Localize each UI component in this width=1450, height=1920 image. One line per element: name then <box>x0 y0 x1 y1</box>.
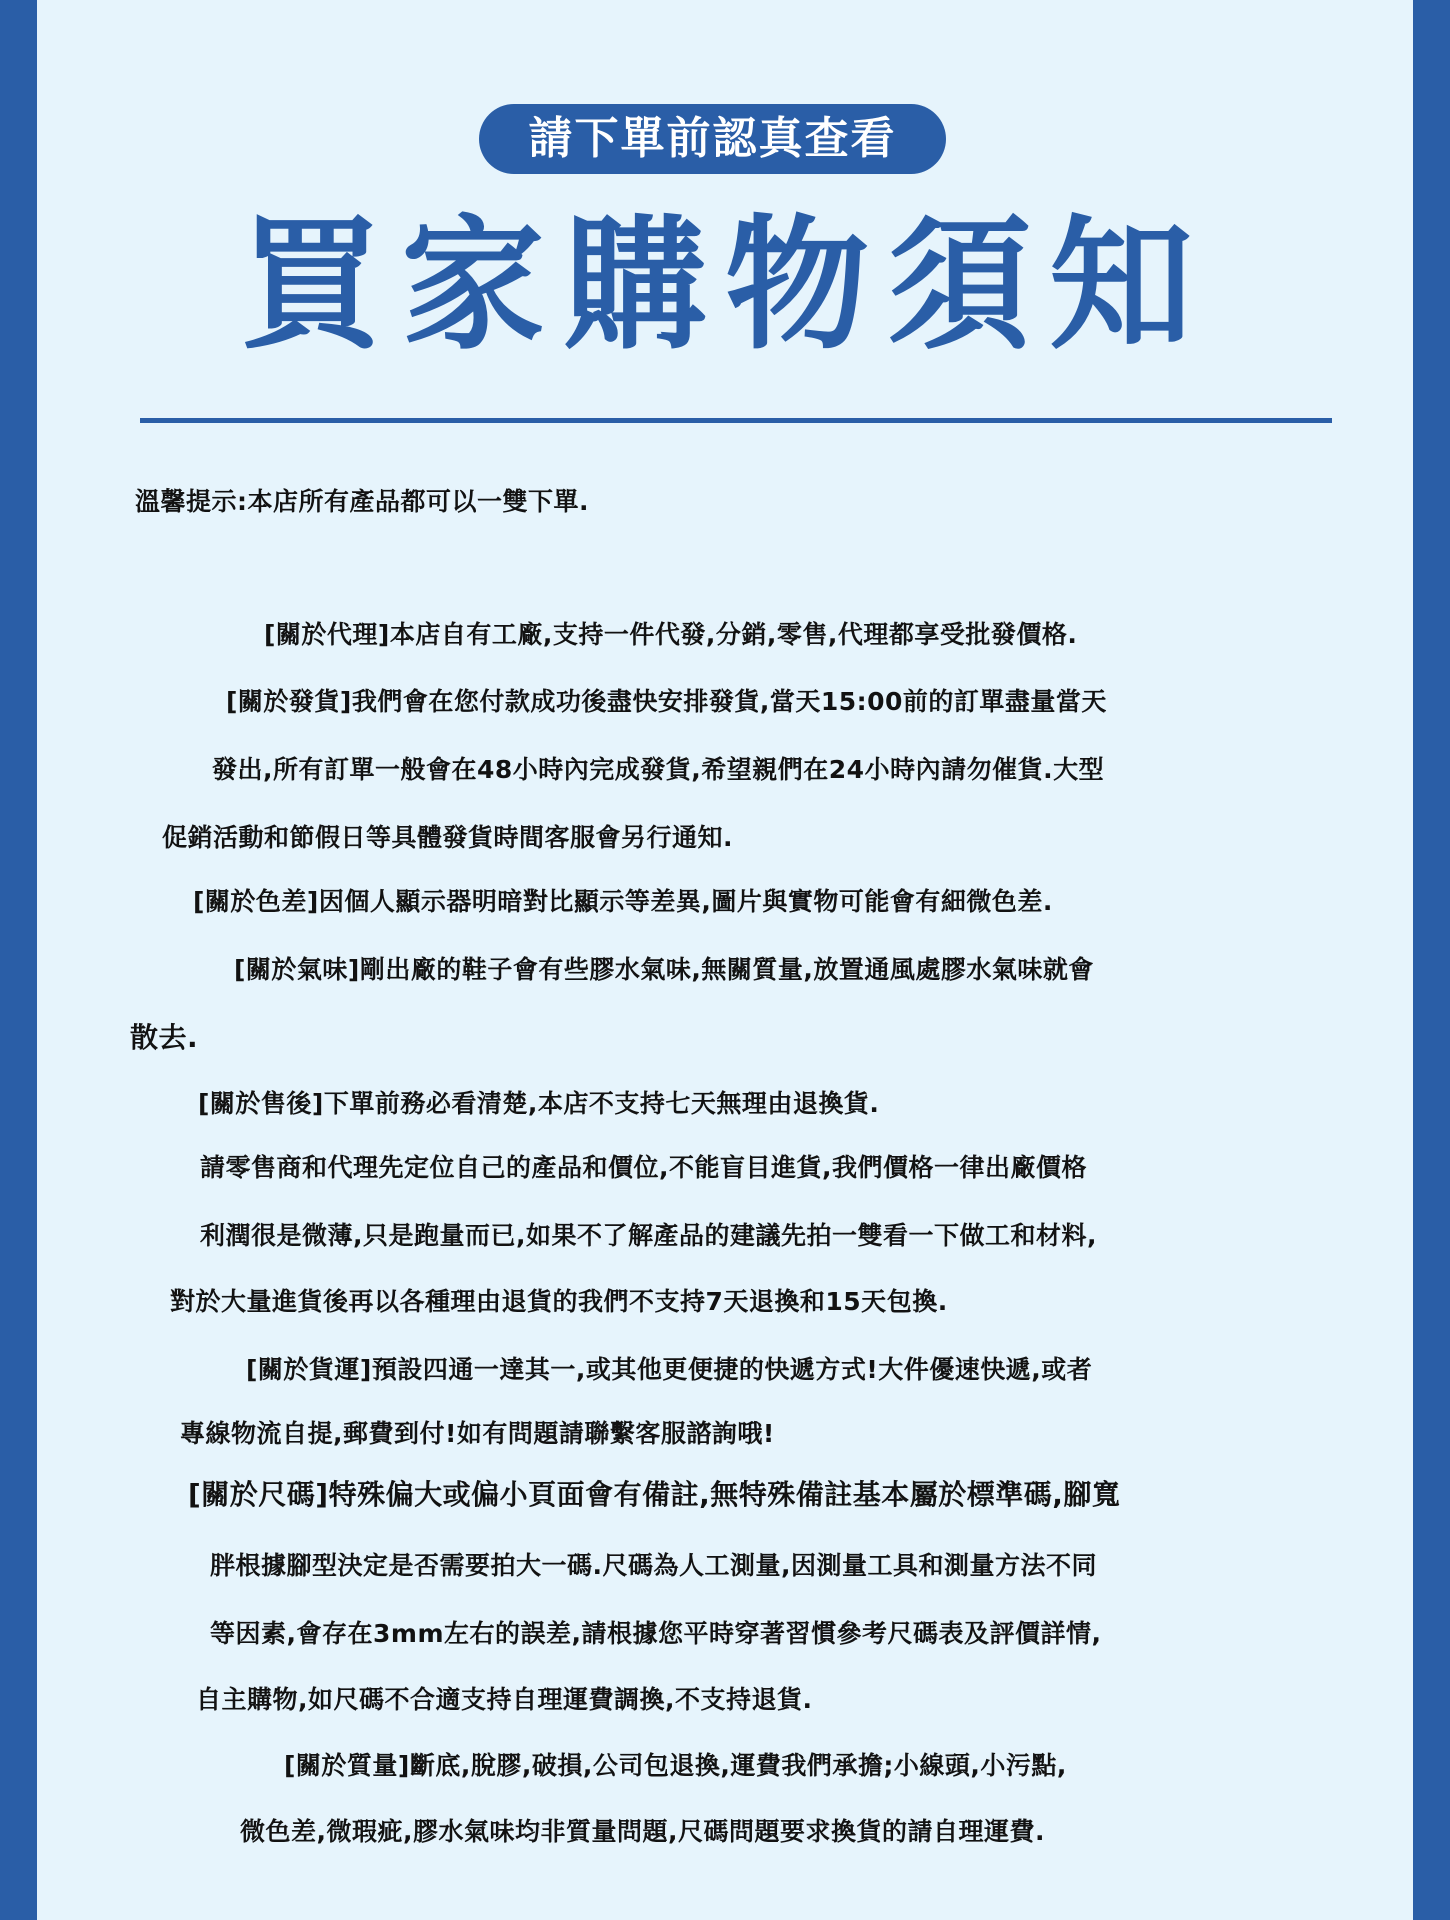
title-divider <box>140 418 1332 423</box>
freight-line-2: 專線物流自提,郵費到付!如有問題請聯繫客服諮詢哦! <box>180 1419 775 1448</box>
size-line-1: [關於尺碼]特殊偏大或偏小頁面會有備註,無特殊備註基本屬於標準碼,腳寬 <box>188 1478 1121 1511</box>
tip-line: 溫馨提示:本店所有產品都可以一雙下單. <box>135 487 589 516</box>
aftersale-line-3: 利潤很是微薄,只是跑量而已,如果不了解產品的建議先拍一雙看一下做工和材料, <box>200 1221 1097 1250</box>
page-title: 買家購物須知 <box>238 201 1211 369</box>
smell-line-1: [關於氣味]剛出廠的鞋子會有些膠水氣味,無關質量,放置通風處膠水氣味就會 <box>234 955 1094 984</box>
aftersale-line-2: 請零售商和代理先定位自己的產品和價位,不能盲目進貨,我們價格一律出廠價格 <box>200 1153 1087 1182</box>
smell-line-2: 散去. <box>130 1021 199 1054</box>
size-line-4: 自主購物,如尺碼不合適支持自理運費調換,不支持退貨. <box>196 1685 813 1714</box>
freight-line-1: [關於貨運]預設四通一達其一,或其他更便捷的快遞方式!大件優速快遞,或者 <box>246 1355 1093 1384</box>
color-line: [關於色差]因個人顯示器明暗對比顯示等差異,圖片與實物可能會有細微色差. <box>193 887 1053 916</box>
size-line-2: 胖根據腳型決定是否需要拍大一碼.尺碼為人工測量,因測量工具和測量方法不同 <box>210 1551 1097 1580</box>
shipping-line-1: [關於發貨]我們會在您付款成功後盡快安排發貨,當天15:00前的訂單盡量當天 <box>226 687 1107 716</box>
agency-line: [關於代理]本店自有工廠,支持一件代發,分銷,零售,代理都享受批發價格. <box>264 620 1078 649</box>
size-line-3: 等因素,會存在3mm左右的誤差,請根據您平時穿著習慣參考尺碼表及評價詳情, <box>210 1619 1102 1648</box>
quality-line-2: 微色差,微瑕疵,膠水氣味均非質量問題,尺碼問題要求換貨的請自理運費. <box>240 1817 1045 1846</box>
aftersale-line-1: [關於售後]下單前務必看清楚,本店不支持七天無理由退換貨. <box>198 1089 880 1118</box>
aftersale-line-4: 對於大量進貨後再以各種理由退貨的我們不支持7天退換和15天包換. <box>170 1287 948 1316</box>
quality-line-1: [關於質量]斷底,脫膠,破損,公司包退換,運費我們承擔;小線頭,小污點, <box>284 1751 1067 1780</box>
shipping-line-2: 發出,所有訂單一般會在48小時內完成發貨,希望親們在24小時內請勿催貨.大型 <box>212 755 1105 784</box>
header-pill: 請下單前認真查看 <box>479 104 946 174</box>
shipping-line-3: 促銷活動和節假日等具體發貨時間客服會另行通知. <box>162 823 733 852</box>
